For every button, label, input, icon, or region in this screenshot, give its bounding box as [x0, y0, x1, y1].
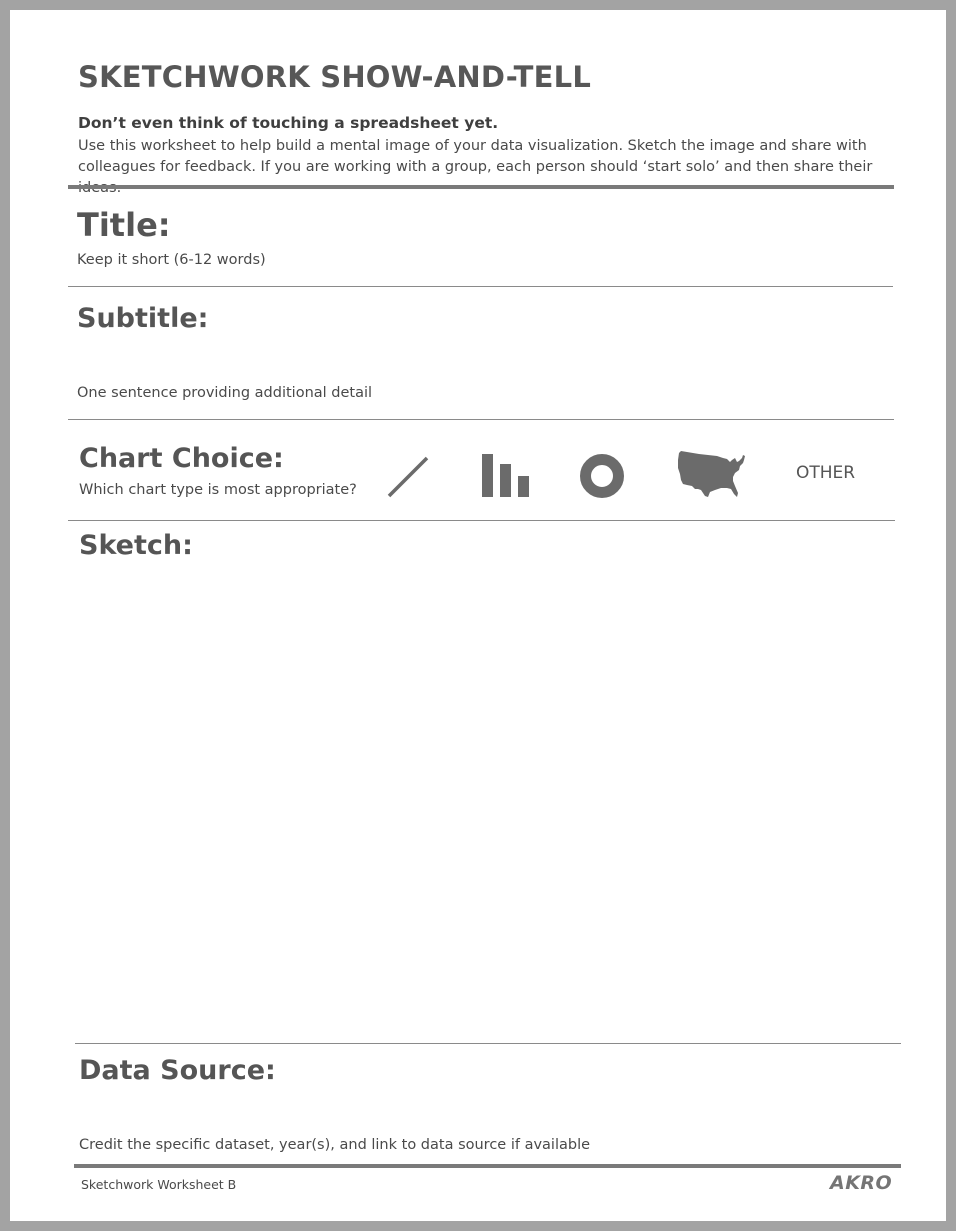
chart-choice-divider: [68, 520, 895, 521]
donut-chart-icon[interactable]: [578, 452, 626, 500]
subtitle-divider: [68, 419, 894, 420]
sketch-area[interactable]: [74, 570, 901, 1040]
other-chart-option[interactable]: OTHER: [796, 463, 856, 483]
data-source-hint: Credit the specific dataset, year(s), and link to data source if available: [79, 1137, 591, 1153]
chart-choice-label: Chart Choice:: [79, 443, 284, 474]
line-chart-icon[interactable]: [386, 456, 430, 498]
sketch-section-label: Sketch:: [79, 530, 193, 561]
title-section-hint: Keep it short (6-12 words): [77, 252, 266, 268]
intro-text: Use this worksheet to help build a mental image of your data visualization. Sketch the image and share with colleagues for feedback. If you are working with a group, each person should ‘start solo’ and then share their: [78, 138, 873, 175]
lead-text: Don’t even think of touching a spreadsheet yet.: [78, 114, 499, 132]
worksheet-name: Sketchwork Worksheet B: [81, 1177, 237, 1192]
title-divider: [68, 286, 893, 287]
subtitle-input-area[interactable]: [77, 340, 893, 384]
data-source-input-area[interactable]: [79, 1092, 895, 1134]
footer-divider: [74, 1164, 901, 1168]
subtitle-section-hint: One sentence providing additional detail: [77, 385, 373, 401]
worksheet-page: [10, 10, 946, 1221]
header-divider: [68, 185, 894, 189]
chart-choice-hint: Which chart type is most appropriate?: [79, 482, 357, 498]
subtitle-section-label: Subtitle:: [77, 303, 209, 334]
title-input-area[interactable]: [77, 236, 893, 286]
sketch-divider: [75, 1043, 901, 1044]
bar-chart-icon[interactable]: [480, 454, 532, 499]
title-section-label: Title:: [77, 206, 171, 244]
page-title: SKETCHWORK SHOW-AND-TELL: [78, 60, 592, 94]
data-source-label: Data Source:: [79, 1055, 276, 1086]
us-map-icon[interactable]: [677, 450, 749, 498]
akro-logo: AKRO: [830, 1172, 893, 1194]
